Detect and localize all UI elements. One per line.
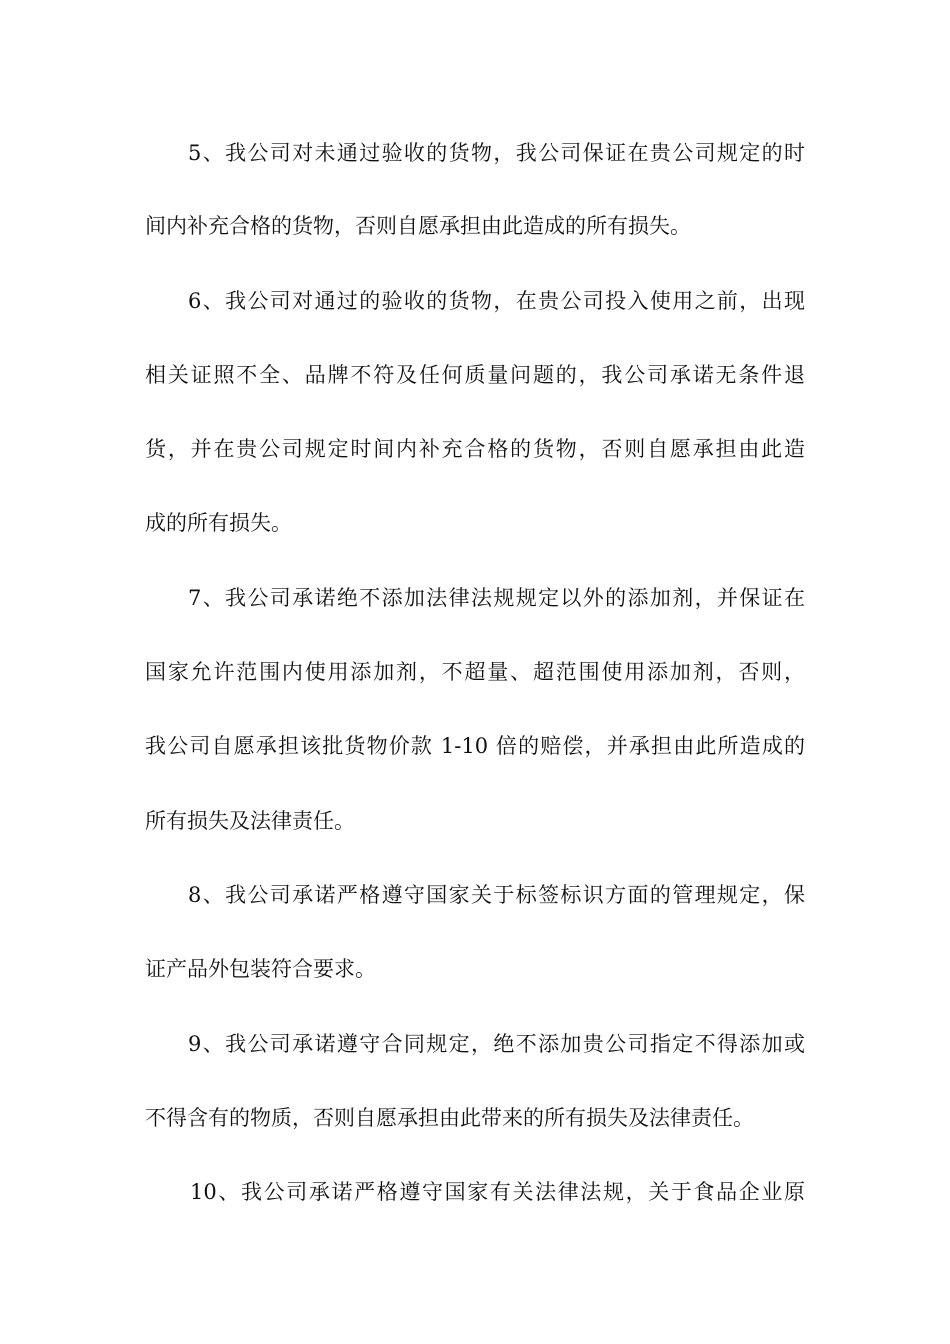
item-8-line-2: 证产品外包装符合要求。 [145, 957, 376, 981]
item-7-line-1: 7、我公司承诺绝不添加法律法规规定以外的添加剂，并保证在 [188, 586, 805, 610]
item-6-line-2: 相关证照不全、品牌不符及任何质量问题的，我公司承诺无条件退 [145, 363, 805, 387]
item-9-line-1: 9、我公司承诺遵守合同规定，绝不添加贵公司指定不得添加或 [188, 1032, 805, 1056]
item-10-line-1: 10、我公司承诺严格遵守国家有关法律法规，关于食品企业原 [190, 1180, 805, 1204]
item-6-line-4: 成的所有损失。 [145, 511, 292, 535]
item-6-line-1: 6、我公司对通过的验收的货物，在贵公司投入使用之前，出现 [188, 289, 805, 313]
item-7-line-3: 我公司自愿承担该批货物价款 1-10 倍的赔偿，并承担由此所造成的 [145, 734, 805, 758]
item-9-line-2: 不得含有的物质，否则自愿承担由此带来的所有损失及法律责任。 [145, 1106, 754, 1130]
item-7-line-4: 所有损失及法律责任。 [145, 809, 355, 833]
item-6-line-3: 货，并在贵公司规定时间内补充合格的货物，否则自愿承担由此造 [145, 437, 805, 461]
item-8-line-1: 8、我公司承诺严格遵守国家关于标签标识方面的管理规定，保 [188, 883, 805, 907]
item-7-line-2: 国家允许范围内使用添加剂，不超量、超范围使用添加剂，否则， [145, 660, 805, 684]
item-5-line-2: 间内补充合格的货物，否则自愿承担由此造成的所有损失。 [145, 214, 691, 238]
item-5-line-1: 5、我公司对未通过验收的货物，我公司保证在贵公司规定的时 [188, 141, 805, 165]
